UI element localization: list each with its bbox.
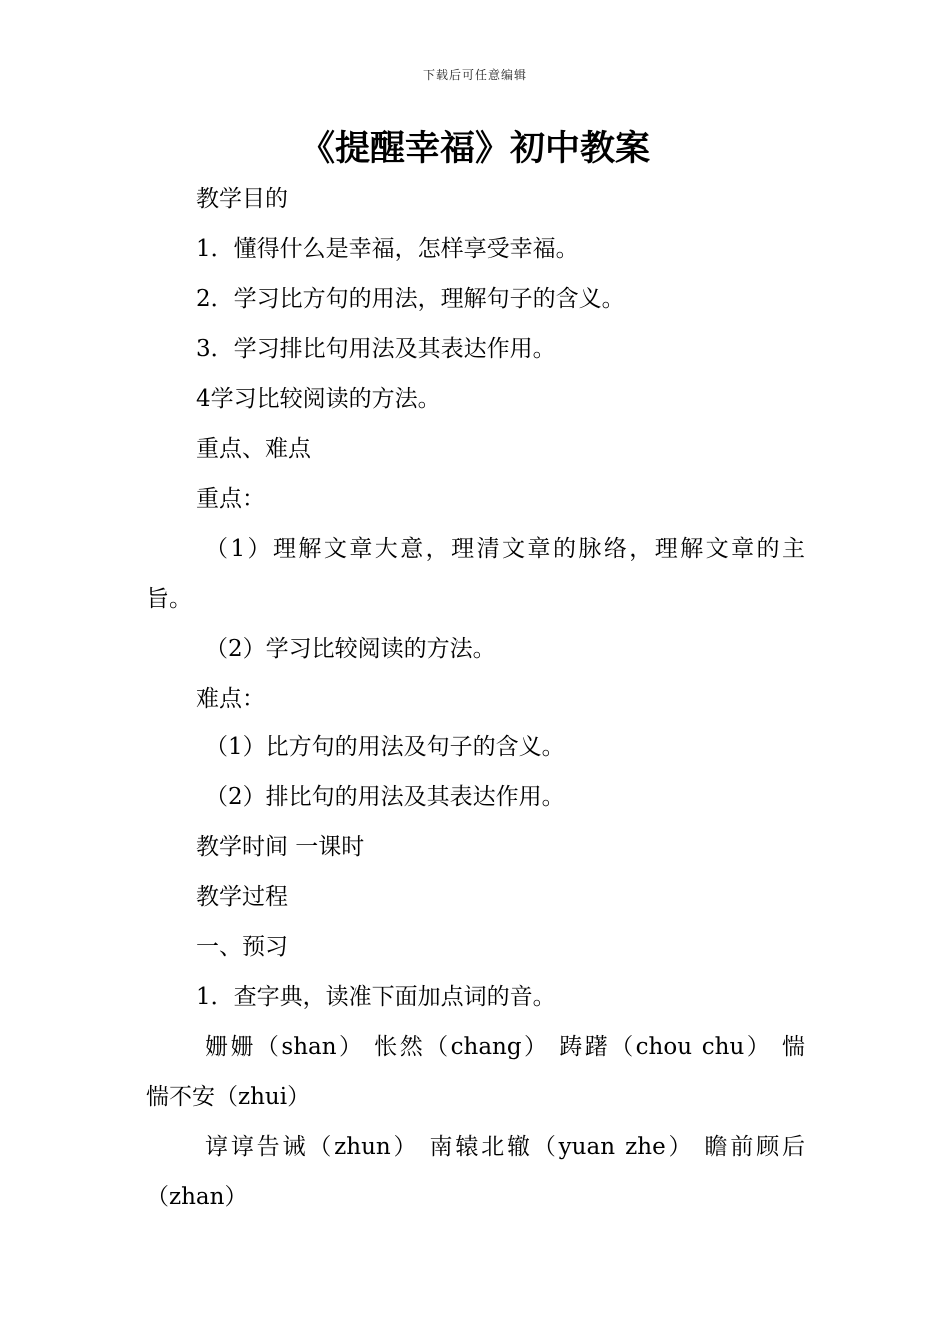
step-heading-preview: 一、预习 (196, 934, 288, 960)
goal-item-1: 1．懂得什么是幸福，怎样享受幸福。 (196, 236, 579, 262)
subheading-key-points: 重点： (196, 486, 265, 512)
pinyin-line-2: 谆谆告诫（zhun） 南辕北辙（yuan zhe） 瞻前顾后 (205, 1134, 805, 1160)
pinyin-line-1-continued: 惴不安（zhui） (146, 1084, 311, 1110)
key-point-2: （2）学习比较阅读的方法。 (205, 636, 496, 662)
section-heading-key-difficult-points: 重点、难点 (196, 436, 311, 462)
difficult-point-1: （1）比方句的用法及句子的含义。 (205, 734, 565, 760)
key-point-1-continued: 旨。 (146, 586, 192, 612)
pinyin-line-1: 姗姗（shan） 怅然（chang） 踌躇（chou chu） 惴 (205, 1034, 805, 1060)
goal-item-2: 2．学习比方句的用法，理解句子的含义。 (196, 286, 625, 312)
preview-task-1: 1．查字典，读准下面加点词的音。 (196, 984, 556, 1010)
teaching-time: 教学时间 一课时 (196, 834, 365, 860)
page-header-note: 下载后可任意编辑 (422, 68, 527, 82)
subheading-difficult-points: 难点： (196, 686, 265, 712)
section-heading-teaching-goals: 教学目的 (196, 186, 288, 212)
difficult-point-2: （2）排比句的用法及其表达作用。 (205, 784, 565, 810)
goal-item-4: 4学习比较阅读的方法。 (196, 386, 441, 412)
document-title: 《提醒幸福》初中教案 (299, 129, 650, 169)
pinyin-line-2-continued: （zhan） (146, 1184, 248, 1210)
section-heading-teaching-process: 教学过程 (196, 884, 288, 910)
goal-item-3: 3．学习排比句用法及其表达作用。 (196, 336, 556, 362)
key-point-1: （1）理解文章大意，理清文章的脉络，理解文章的主 (205, 536, 805, 562)
